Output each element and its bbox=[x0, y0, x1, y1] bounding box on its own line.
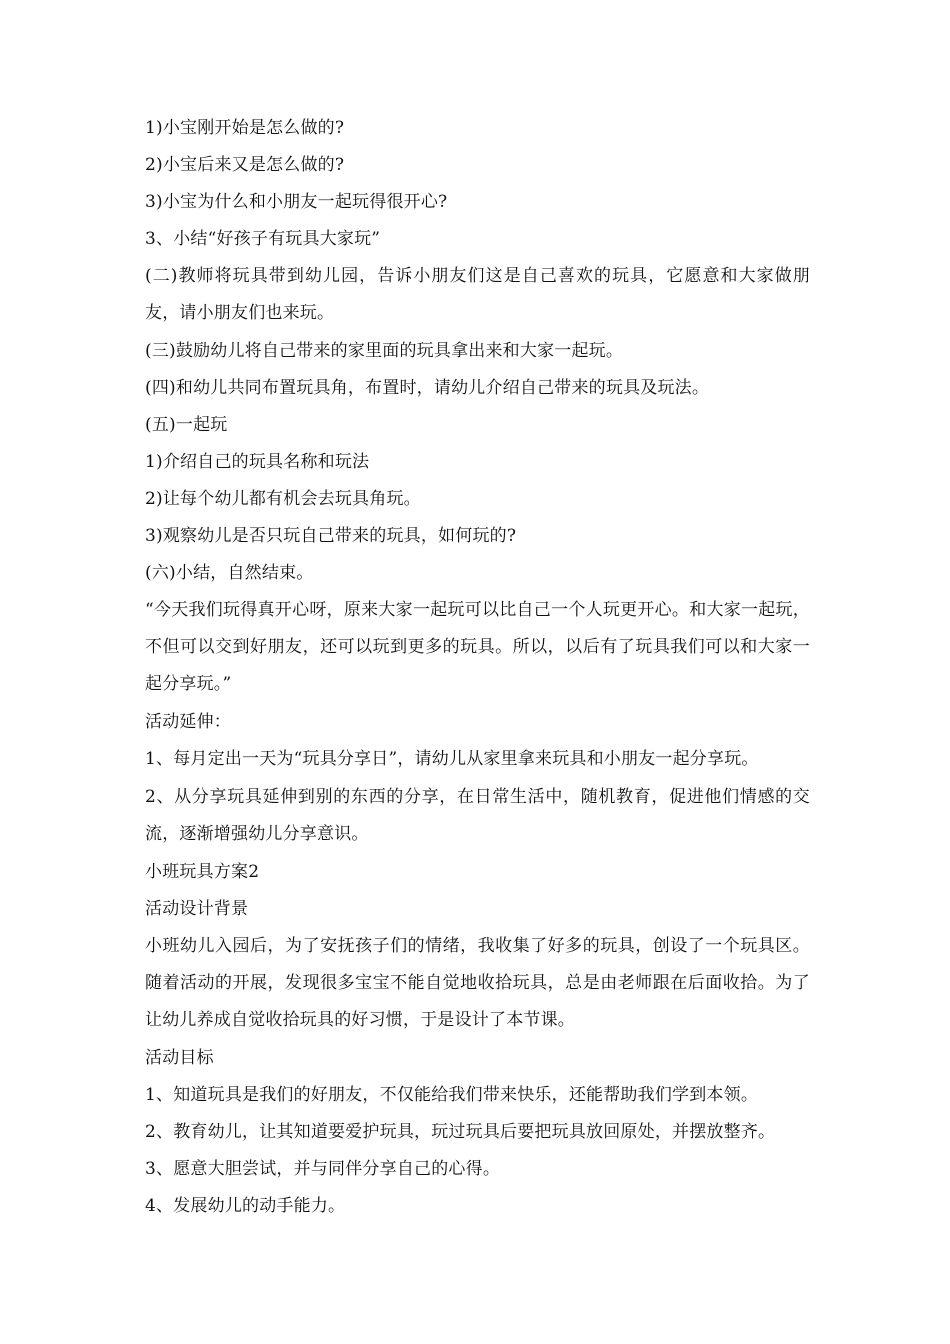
text-paragraph: “今天我们玩得真开心呀，原来大家一起玩可以比自己一个人玩更开心。和大家一起玩，不但可以交到好朋友，还可以玩到更多的玩具。所以，以后有了玩具我们可以和大家一起分享玩。” bbox=[145, 600, 810, 694]
text-line: 4、发展幼儿的动手能力。 bbox=[145, 1196, 346, 1216]
text-line: 1)介绍自己的玩具名称和玩法 bbox=[145, 452, 370, 472]
text-line: 2)让每个幼儿都有机会去玩具角玩。 bbox=[145, 489, 421, 509]
text-paragraph: 2、从分享玩具延伸到别的东西的分享，在日常生活中，随机教育，促进他们情感的交流，逐渐增强幼儿分享意识。 bbox=[145, 787, 810, 844]
text-paragraph: (二)教师将玩具带到幼儿园，告诉小朋友们这是自己喜欢的玩具，它愿意和大家做朋友，请小朋友们也来玩。 bbox=[145, 266, 810, 323]
text-paragraph: 1、每月定出一天为“玩具分享日”，请幼儿从家里拿来玩具和小朋友一起分享玩。 bbox=[145, 749, 759, 769]
text-line: (六)小结，自然结束。 bbox=[145, 563, 314, 583]
section-heading: 活动设计背景 bbox=[145, 899, 249, 919]
text-paragraph: 小班幼儿入园后，为了安抚孩子们的情绪，我收集了好多的玩具，创设了一个玩具区。随着活动的开展，发现很多宝宝不能自觉地收拾玩具，总是由老师跟在后面收拾。为了让幼儿养成自觉收拾玩具的好习惯，于是设计了本节课。 bbox=[145, 936, 810, 1030]
document-page bbox=[145, 118, 810, 1233]
text-line: 3、愿意大胆尝试，并与同伴分享自己的心得。 bbox=[145, 1159, 501, 1179]
text-line: (三)鼓励幼儿将自己带来的家里面的玩具拿出来和大家一起玩。 bbox=[145, 341, 624, 361]
section-heading: 活动延伸： bbox=[145, 712, 231, 732]
text-line: 1、知道玩具是我们的好朋友，不仅能给我们带来快乐，还能帮助我们学到本领。 bbox=[145, 1085, 759, 1105]
text-line: (五)一起玩 bbox=[145, 415, 228, 435]
text-line: 3)观察幼儿是否只玩自己带来的玩具，如何玩的? bbox=[145, 526, 517, 546]
text-line: 3、小结“好孩子有玩具大家玩” bbox=[145, 229, 381, 249]
text-line: (四)和幼儿共同布置玩具角，布置时，请幼儿介绍自己带来的玩具及玩法。 bbox=[145, 378, 710, 398]
text-line: 2)小宝后来又是怎么做的? bbox=[145, 155, 345, 175]
section-heading: 活动目标 bbox=[145, 1048, 214, 1068]
text-line: 2、教育幼儿，让其知道要爱护玩具，玩过玩具后要把玩具放回原处，并摆放整齐。 bbox=[145, 1122, 776, 1142]
text-line: 3)小宝为什么和小朋友一起玩得很开心? bbox=[145, 192, 448, 212]
section-heading: 小班玩具方案2 bbox=[145, 862, 260, 882]
text-line: 1)小宝刚开始是怎么做的? bbox=[145, 118, 345, 138]
